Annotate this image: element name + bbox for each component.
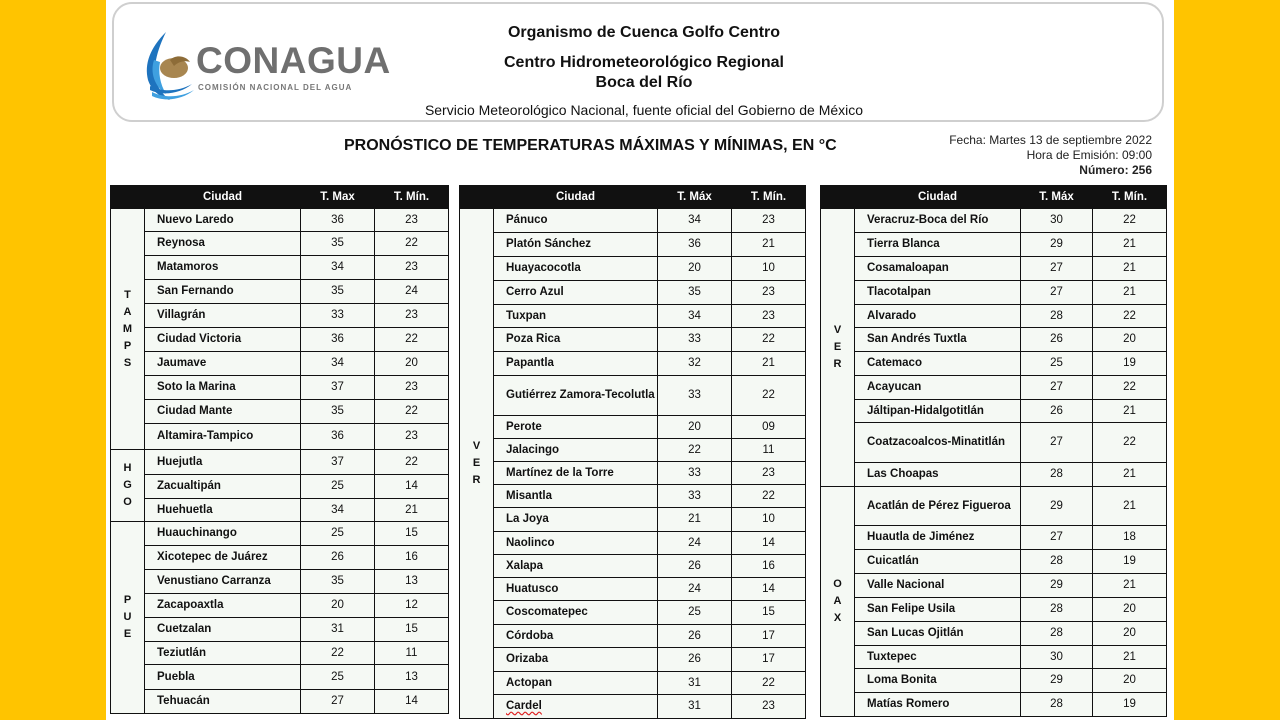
- max-temp-cell: 24: [658, 532, 732, 555]
- table-row: [111, 499, 449, 522]
- city-cell: Cosamaloapan: [855, 257, 1021, 281]
- city-cell: Soto la Marina: [145, 376, 301, 400]
- city-cell: Huatusco: [494, 578, 658, 601]
- min-temp-cell: 21: [1093, 400, 1167, 423]
- max-temp-cell: 32: [658, 352, 732, 376]
- page-title: PRONÓSTICO DE TEMPERATURAS MÁXIMAS Y MÍNIMAS, EN °C: [344, 137, 837, 154]
- min-temp-cell: 23: [732, 305, 806, 328]
- min-temp-cell: 21: [1093, 281, 1167, 305]
- min-temp-cell: 22: [375, 328, 449, 352]
- city-cell: Jáltipan-Hidalgotitlán: [855, 400, 1021, 423]
- city-cell: Cerro Azul: [494, 281, 658, 305]
- table-row: [460, 485, 806, 508]
- max-temp-cell: 28: [1021, 622, 1093, 646]
- table-row: [460, 672, 806, 695]
- city-cell: San Lucas Ojitlán: [855, 622, 1021, 646]
- min-temp-cell: 15: [375, 522, 449, 546]
- city-cell: Papantla: [494, 352, 658, 376]
- col-header-city: Ciudad: [855, 186, 1021, 209]
- city-cell: Gutiérrez Zamora-Tecolutla: [494, 376, 658, 416]
- max-temp-cell: 21: [658, 508, 732, 532]
- max-temp-cell: 24: [658, 578, 732, 601]
- max-temp-cell: 28: [1021, 305, 1093, 328]
- city-cell: Poza Rica: [494, 328, 658, 352]
- min-temp-cell: 20: [375, 352, 449, 376]
- col-header-region: [111, 186, 145, 209]
- max-temp-cell: 26: [1021, 328, 1093, 352]
- table-row: [111, 376, 449, 400]
- max-temp-cell: 36: [658, 233, 732, 257]
- logo-subtitle: COMISIÓN NACIONAL DEL AGUA: [198, 83, 353, 92]
- table-row: [821, 376, 1167, 400]
- min-temp-cell: 22: [732, 672, 806, 695]
- min-temp-cell: 21: [732, 233, 806, 257]
- max-temp-cell: 27: [1021, 257, 1093, 281]
- table-row: [821, 209, 1167, 233]
- max-temp-cell: 26: [658, 648, 732, 672]
- min-temp-cell: 23: [732, 209, 806, 233]
- min-temp-cell: 14: [732, 578, 806, 601]
- table-row: [821, 487, 1167, 526]
- min-temp-cell: 23: [732, 462, 806, 485]
- city-cell: Orizaba: [494, 648, 658, 672]
- max-temp-cell: 22: [658, 439, 732, 462]
- city-cell: Martínez de la Torre: [494, 462, 658, 485]
- min-temp-cell: 22: [1093, 376, 1167, 400]
- table-row: [460, 416, 806, 439]
- max-temp-cell: 30: [1021, 209, 1093, 233]
- city-cell: Cuetzalan: [145, 618, 301, 642]
- city-cell: Tehuacán: [145, 690, 301, 714]
- max-temp-cell: 29: [1021, 487, 1093, 526]
- min-temp-cell: 22: [375, 450, 449, 475]
- table-row: [821, 423, 1167, 463]
- header-line-4: Servicio Meteorológico Nacional, fuente oficial del Gobierno de México: [424, 102, 864, 118]
- city-cell: Villagrán: [145, 304, 301, 328]
- city-cell: Jalacingo: [494, 439, 658, 462]
- max-temp-cell: 27: [301, 690, 375, 714]
- issue-time: Hora de Emisión: 09:00: [1026, 148, 1152, 162]
- city-cell: Huauchinango: [145, 522, 301, 546]
- max-temp-cell: 33: [658, 376, 732, 416]
- col-header-region: [821, 186, 855, 209]
- city-cell: Veracruz-Boca del Río: [855, 209, 1021, 233]
- table-row: [821, 526, 1167, 550]
- city-cell: Alvarado: [855, 305, 1021, 328]
- max-temp-cell: 35: [301, 232, 375, 256]
- forecast-table-2: [459, 185, 806, 719]
- col-header-max: T. Máx: [1021, 186, 1093, 209]
- min-temp-cell: 14: [732, 532, 806, 555]
- table-row: [460, 352, 806, 376]
- city-cell: Cardel: [494, 695, 658, 719]
- min-temp-cell: 22: [732, 485, 806, 508]
- table-row: [821, 328, 1167, 352]
- min-temp-cell: 20: [1093, 622, 1167, 646]
- min-temp-cell: 21: [375, 499, 449, 522]
- max-temp-cell: 36: [301, 209, 375, 232]
- city-cell: Xalapa: [494, 555, 658, 578]
- table-row: [460, 648, 806, 672]
- max-temp-cell: 28: [1021, 463, 1093, 487]
- min-temp-cell: 21: [1093, 233, 1167, 257]
- table-row: [111, 642, 449, 665]
- state-label: V E R: [821, 209, 855, 487]
- min-temp-cell: 19: [1093, 693, 1167, 717]
- table-row: [460, 209, 806, 233]
- city-cell: Acatlán de Pérez Figueroa: [855, 487, 1021, 526]
- min-temp-cell: 22: [732, 328, 806, 352]
- max-temp-cell: 29: [1021, 669, 1093, 693]
- max-temp-cell: 25: [658, 601, 732, 625]
- min-temp-cell: 11: [732, 439, 806, 462]
- city-cell: Matamoros: [145, 256, 301, 280]
- table-row: [821, 305, 1167, 328]
- forecast-table-3: [820, 185, 1167, 717]
- table-row: [460, 439, 806, 462]
- col-header-min: T. Mín.: [732, 186, 806, 209]
- min-temp-cell: 10: [732, 257, 806, 281]
- city-cell: San Fernando: [145, 280, 301, 304]
- conagua-emblem-icon: [140, 30, 196, 102]
- min-temp-cell: 23: [375, 304, 449, 328]
- max-temp-cell: 29: [1021, 233, 1093, 257]
- max-temp-cell: 37: [301, 376, 375, 400]
- min-temp-cell: 21: [1093, 257, 1167, 281]
- city-cell: Reynosa: [145, 232, 301, 256]
- table-row: [111, 690, 449, 714]
- col-header-max: T. Max: [301, 186, 375, 209]
- max-temp-cell: 30: [1021, 646, 1093, 669]
- table-row: [111, 232, 449, 256]
- city-cell: Huayacocotla: [494, 257, 658, 281]
- min-temp-cell: 21: [1093, 574, 1167, 598]
- table-row: [821, 233, 1167, 257]
- city-cell: Actopan: [494, 672, 658, 695]
- min-temp-cell: 23: [732, 695, 806, 719]
- header-line-2: Centro Hidrometeorológico Regional: [503, 54, 784, 71]
- table-row: [111, 665, 449, 690]
- min-temp-cell: 21: [1093, 463, 1167, 487]
- col-header-min: T. Mín.: [375, 186, 449, 209]
- min-temp-cell: 23: [375, 256, 449, 280]
- city-cell: Huejutla: [145, 450, 301, 475]
- max-temp-cell: 26: [658, 625, 732, 648]
- max-temp-cell: 35: [301, 400, 375, 424]
- max-temp-cell: 37: [301, 450, 375, 475]
- table-row: [821, 281, 1167, 305]
- state-label: V E R: [460, 209, 494, 719]
- col-header-region: [460, 186, 494, 209]
- city-cell: Ciudad Victoria: [145, 328, 301, 352]
- city-cell: Misantla: [494, 485, 658, 508]
- table-row: [460, 578, 806, 601]
- max-temp-cell: 36: [301, 424, 375, 450]
- state-label: H G O: [111, 450, 145, 522]
- min-temp-cell: 23: [375, 424, 449, 450]
- table-row: [111, 256, 449, 280]
- table-row: [111, 475, 449, 499]
- min-temp-cell: 13: [375, 665, 449, 690]
- city-cell: Pánuco: [494, 209, 658, 233]
- col-header-city: Ciudad: [494, 186, 658, 209]
- city-cell: Coscomatepec: [494, 601, 658, 625]
- city-cell: Córdoba: [494, 625, 658, 648]
- city-cell: Matías Romero: [855, 693, 1021, 717]
- min-temp-cell: 22: [1093, 423, 1167, 463]
- city-cell: Huautla de Jiménez: [855, 526, 1021, 550]
- max-temp-cell: 28: [1021, 598, 1093, 622]
- max-temp-cell: 36: [301, 328, 375, 352]
- max-temp-cell: 34: [301, 499, 375, 522]
- header-panel: [112, 2, 1164, 122]
- table-row: [111, 546, 449, 570]
- min-temp-cell: 23: [375, 209, 449, 232]
- table-row: [821, 693, 1167, 717]
- min-temp-cell: 22: [732, 376, 806, 416]
- min-temp-cell: 14: [375, 690, 449, 714]
- max-temp-cell: 27: [1021, 526, 1093, 550]
- max-temp-cell: 25: [301, 475, 375, 499]
- table-row: [111, 352, 449, 376]
- table-row: [460, 281, 806, 305]
- min-temp-cell: 17: [732, 625, 806, 648]
- table-row: [460, 625, 806, 648]
- city-cell: Altamira-Tampico: [145, 424, 301, 450]
- table-row: [821, 574, 1167, 598]
- city-cell: Xicotepec de Juárez: [145, 546, 301, 570]
- max-temp-cell: 28: [1021, 693, 1093, 717]
- city-cell: Catemaco: [855, 352, 1021, 376]
- city-cell: Naolinco: [494, 532, 658, 555]
- col-header-min: T. Mín.: [1093, 186, 1167, 209]
- max-temp-cell: 20: [658, 416, 732, 439]
- col-header-max: T. Máx: [658, 186, 732, 209]
- table-row: [460, 508, 806, 532]
- max-temp-cell: 33: [658, 328, 732, 352]
- min-temp-cell: 23: [732, 281, 806, 305]
- min-temp-cell: 15: [732, 601, 806, 625]
- min-temp-cell: 22: [1093, 209, 1167, 233]
- city-cell: Nuevo Laredo: [145, 209, 301, 232]
- max-temp-cell: 31: [658, 672, 732, 695]
- min-temp-cell: 17: [732, 648, 806, 672]
- min-temp-cell: 20: [1093, 598, 1167, 622]
- max-temp-cell: 31: [658, 695, 732, 719]
- table-row: [460, 328, 806, 352]
- city-cell: Tuxtepec: [855, 646, 1021, 669]
- table-row: [111, 328, 449, 352]
- min-temp-cell: 19: [1093, 550, 1167, 574]
- table-row: [460, 462, 806, 485]
- max-temp-cell: 34: [658, 305, 732, 328]
- max-temp-cell: 35: [301, 280, 375, 304]
- min-temp-cell: 15: [375, 618, 449, 642]
- forecast-table-1: [110, 185, 449, 714]
- conagua-logo: [140, 30, 420, 102]
- city-cell: Ciudad Mante: [145, 400, 301, 424]
- city-cell: La Joya: [494, 508, 658, 532]
- city-cell: Platón Sánchez: [494, 233, 658, 257]
- max-temp-cell: 25: [301, 522, 375, 546]
- max-temp-cell: 27: [1021, 423, 1093, 463]
- min-temp-cell: 20: [1093, 328, 1167, 352]
- max-temp-cell: 26: [658, 555, 732, 578]
- min-temp-cell: 21: [732, 352, 806, 376]
- max-temp-cell: 34: [658, 209, 732, 233]
- forecast-sheet: [106, 0, 1174, 720]
- table-row: [111, 209, 449, 232]
- table-row: [821, 400, 1167, 423]
- min-temp-cell: 22: [375, 400, 449, 424]
- max-temp-cell: 35: [658, 281, 732, 305]
- city-cell: San Andrés Tuxtla: [855, 328, 1021, 352]
- min-temp-cell: 16: [375, 546, 449, 570]
- max-temp-cell: 25: [301, 665, 375, 690]
- min-temp-cell: 22: [1093, 305, 1167, 328]
- min-temp-cell: 18: [1093, 526, 1167, 550]
- max-temp-cell: 35: [301, 570, 375, 594]
- table-row: [460, 376, 806, 416]
- max-temp-cell: 26: [1021, 400, 1093, 423]
- min-temp-cell: 16: [732, 555, 806, 578]
- max-temp-cell: 31: [301, 618, 375, 642]
- table-row: [460, 695, 806, 719]
- table-row: [460, 233, 806, 257]
- max-temp-cell: 25: [1021, 352, 1093, 376]
- city-cell: Tierra Blanca: [855, 233, 1021, 257]
- header-line-3: Boca del Río: [595, 74, 693, 91]
- city-cell: San Felipe Usila: [855, 598, 1021, 622]
- max-temp-cell: 26: [301, 546, 375, 570]
- city-cell: Puebla: [145, 665, 301, 690]
- table-row: [821, 622, 1167, 646]
- min-temp-cell: 19: [1093, 352, 1167, 376]
- table-row: [821, 550, 1167, 574]
- max-temp-cell: 29: [1021, 574, 1093, 598]
- max-temp-cell: 27: [1021, 281, 1093, 305]
- table-row: [111, 424, 449, 450]
- table-row: [821, 463, 1167, 487]
- table-row: [460, 601, 806, 625]
- issue-date: Fecha: Martes 13 de septiembre 2022: [949, 133, 1152, 147]
- table-row: [460, 532, 806, 555]
- city-cell: Coatzacoalcos-Minatitlán: [855, 423, 1021, 463]
- min-temp-cell: 14: [375, 475, 449, 499]
- min-temp-cell: 11: [375, 642, 449, 665]
- min-temp-cell: 09: [732, 416, 806, 439]
- table-row: [111, 304, 449, 328]
- city-cell: Tlacotalpan: [855, 281, 1021, 305]
- min-temp-cell: 21: [1093, 487, 1167, 526]
- min-temp-cell: 10: [732, 508, 806, 532]
- max-temp-cell: 34: [301, 352, 375, 376]
- city-cell: Cuicatlán: [855, 550, 1021, 574]
- max-temp-cell: 20: [658, 257, 732, 281]
- table-row: [111, 522, 449, 546]
- min-temp-cell: 20: [1093, 669, 1167, 693]
- city-cell: Loma Bonita: [855, 669, 1021, 693]
- max-temp-cell: 28: [1021, 550, 1093, 574]
- issue-number: Número: 256: [1079, 163, 1152, 177]
- table-row: [821, 352, 1167, 376]
- table-row: [460, 305, 806, 328]
- city-cell: Perote: [494, 416, 658, 439]
- table-row: [111, 450, 449, 475]
- min-temp-cell: 12: [375, 594, 449, 618]
- table-row: [821, 669, 1167, 693]
- min-temp-cell: 21: [1093, 646, 1167, 669]
- max-temp-cell: 33: [301, 304, 375, 328]
- table-row: [111, 280, 449, 304]
- col-header-city: Ciudad: [145, 186, 301, 209]
- min-temp-cell: 24: [375, 280, 449, 304]
- city-cell: Las Choapas: [855, 463, 1021, 487]
- table-row: [821, 257, 1167, 281]
- table-row: [111, 594, 449, 618]
- city-cell: Acayucan: [855, 376, 1021, 400]
- min-temp-cell: 22: [375, 232, 449, 256]
- max-temp-cell: 34: [301, 256, 375, 280]
- city-cell: Zacapoaxtla: [145, 594, 301, 618]
- city-cell: Jaumave: [145, 352, 301, 376]
- state-label: T A M P S: [111, 209, 145, 450]
- max-temp-cell: 33: [658, 485, 732, 508]
- max-temp-cell: 20: [301, 594, 375, 618]
- min-temp-cell: 23: [375, 376, 449, 400]
- state-label: P U E: [111, 522, 145, 714]
- max-temp-cell: 22: [301, 642, 375, 665]
- table-row: [460, 257, 806, 281]
- logo-wordmark: CONAGUA: [196, 40, 391, 81]
- header-line-1: Organismo de Cuenca Golfo Centro: [507, 24, 781, 41]
- table-row: [460, 555, 806, 578]
- city-cell: Huehuetla: [145, 499, 301, 522]
- table-row: [111, 570, 449, 594]
- state-label: O A X: [821, 487, 855, 717]
- table-row: [821, 598, 1167, 622]
- min-temp-cell: 13: [375, 570, 449, 594]
- city-cell: Teziutlán: [145, 642, 301, 665]
- city-cell: Venustiano Carranza: [145, 570, 301, 594]
- max-temp-cell: 27: [1021, 376, 1093, 400]
- table-row: [111, 400, 449, 424]
- table-row: [111, 618, 449, 642]
- table-row: [821, 646, 1167, 669]
- max-temp-cell: 33: [658, 462, 732, 485]
- city-cell: Tuxpan: [494, 305, 658, 328]
- city-cell: Zacualtipán: [145, 475, 301, 499]
- city-cell: Valle Nacional: [855, 574, 1021, 598]
